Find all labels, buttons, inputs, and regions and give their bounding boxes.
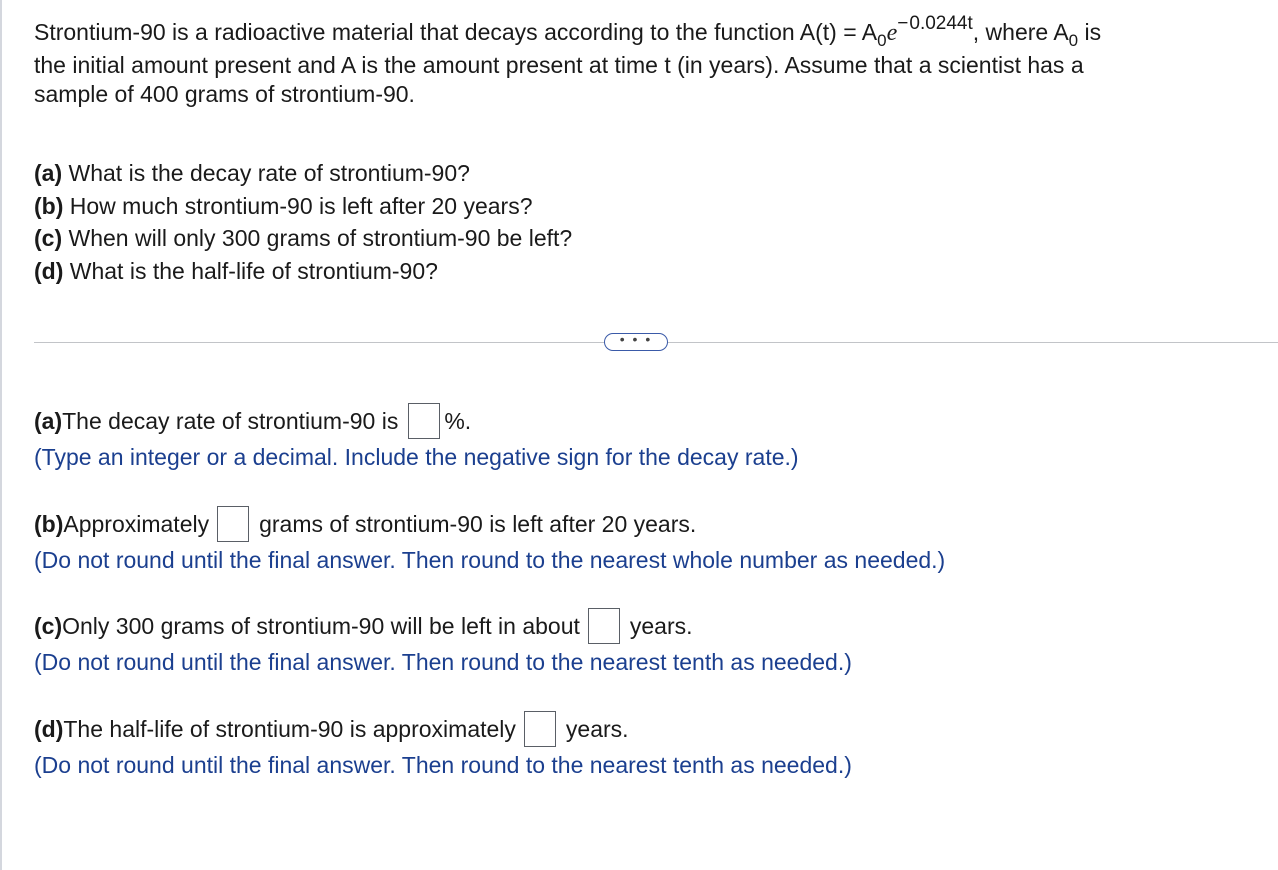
problem-line-3: sample of 400 grams of strontium-90. — [34, 81, 415, 107]
answer-c-hint: (Do not round until the final answer. Then round to the nearest tenth as needed.) — [34, 649, 852, 675]
ellipsis-icon: • • • — [619, 331, 653, 347]
question-list — [34, 157, 572, 287]
answer-b-hint: (Do not round until the final answer. Then round to the nearest whole number as needed.) — [34, 547, 946, 573]
expand-more-button[interactable] — [604, 333, 668, 351]
left-border — [0, 0, 2, 870]
problem-statement — [34, 14, 1264, 111]
answer-c: (c) Only 300 grams of strontium-90 will be left in about years. (Do not round until the final answer. Then round to the nearest tenth as needed.) — [34, 606, 852, 678]
question-a: (a) What is the decay rate of strontium-90? — [34, 160, 470, 186]
question-d: (d) What is the half-life of strontium-90? — [34, 257, 438, 284]
problem-line-1: Strontium-90 is a radioactive material that decays according to the function $A(t) = A_0e^{-0.0244t}$, where $A_0$ is — [34, 13, 1102, 50]
question-b: (b) How much strontium-90 is left after 20 years? — [34, 192, 533, 219]
answer-b: (b) Approximately grams of strontium-90 is left after 20 years. (Do not round until the final answer. Then round to the nearest whole number as needed.) — [34, 504, 945, 576]
time-300g-input[interactable] — [588, 608, 620, 644]
decay-formula: $A(t) = A_0e^{-0.0244t}$ — [799, 13, 973, 50]
amount-left-input[interactable] — [217, 506, 249, 542]
half-life-input[interactable] — [524, 711, 556, 747]
answer-d: (d) The half-life of strontium-90 is approximately years. (Do not round until the final answer. Then round to the nearest tenth as needed.) — [34, 709, 852, 781]
answer-d-hint: (Do not round until the final answer. Then round to the nearest tenth as needed.) — [34, 752, 852, 778]
answer-a-hint: (Type an integer or a decimal. Include the negative sign for the decay rate.) — [34, 444, 799, 470]
decay-rate-input[interactable] — [408, 403, 440, 439]
problem-line-2: the initial amount present and A is the amount present at time t (in years). Assume that a scientist has a — [34, 52, 1084, 78]
question-c: (c) When will only 300 grams of strontium-90 be left? — [34, 225, 573, 251]
answer-a: (a) The decay rate of strontium-90 is %. (Type an integer or a decimal. Include the negative sign for the decay rate.) — [34, 401, 799, 473]
